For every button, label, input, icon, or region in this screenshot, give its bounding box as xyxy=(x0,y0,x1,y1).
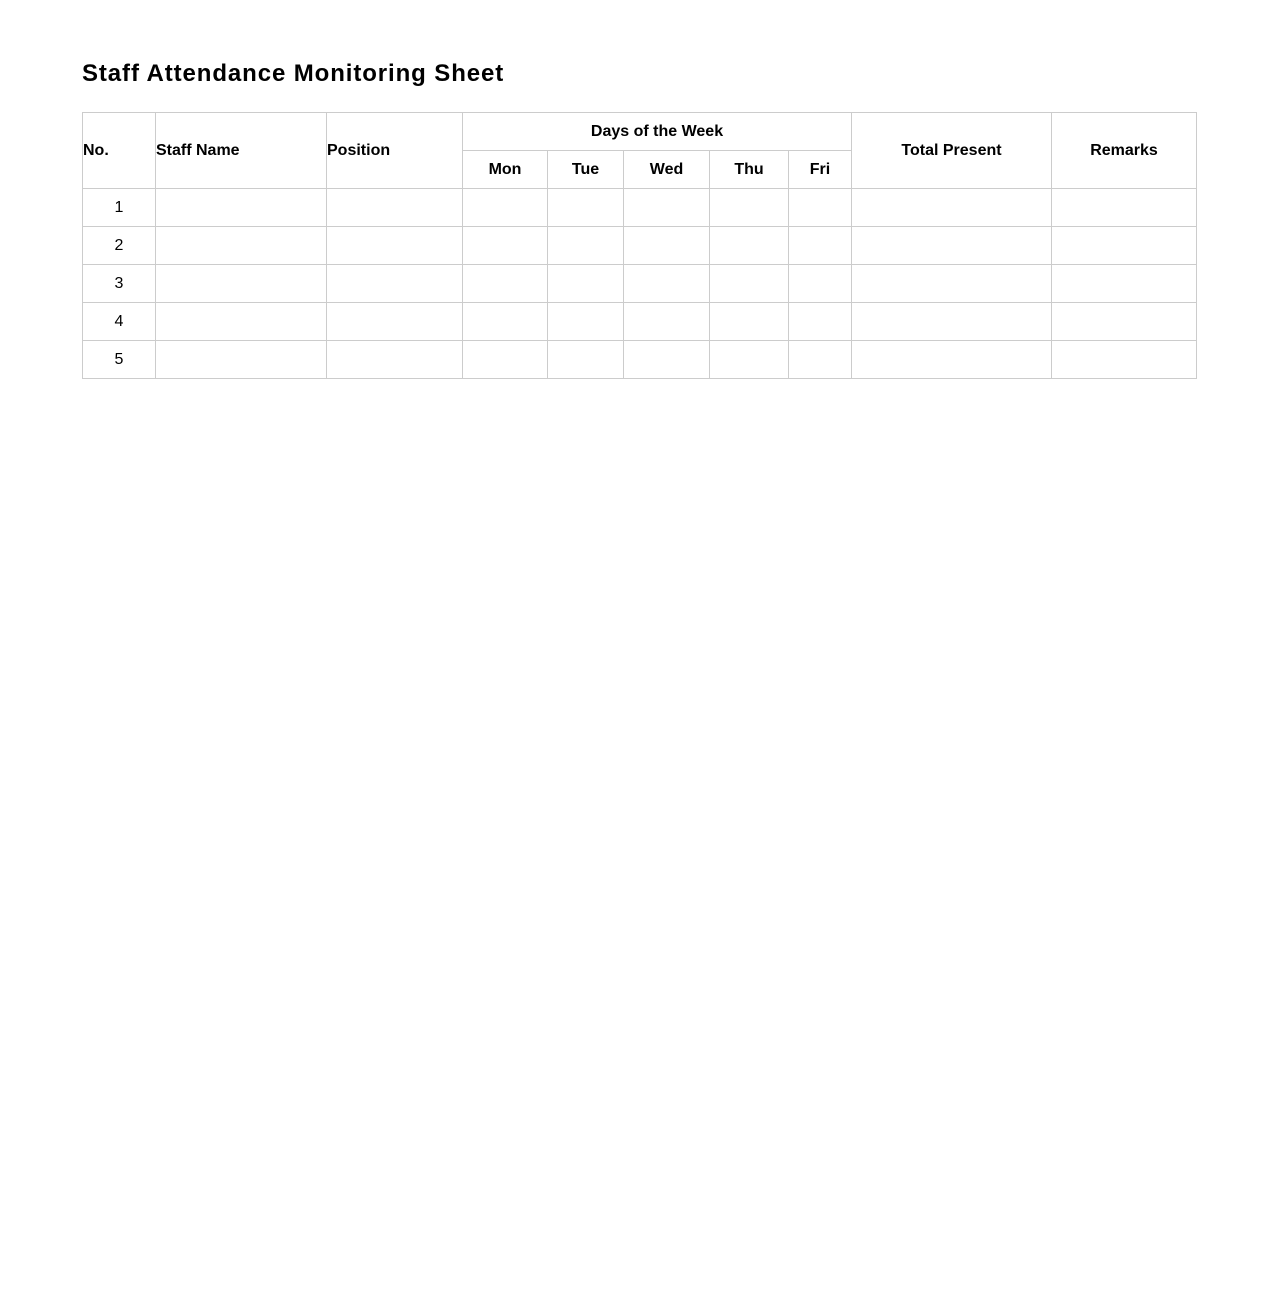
cell-fri[interactable] xyxy=(789,227,852,265)
table-row xyxy=(83,265,1197,303)
cell-fri[interactable] xyxy=(789,341,852,379)
cell-no: 1 xyxy=(83,189,156,227)
cell-remarks[interactable] xyxy=(1052,303,1197,341)
cell-fri[interactable] xyxy=(789,303,852,341)
header-staff-name: Staff Name xyxy=(156,113,327,189)
cell-tue[interactable] xyxy=(548,189,624,227)
header-remarks: Remarks xyxy=(1052,113,1197,189)
cell-wed[interactable] xyxy=(624,341,710,379)
header-position: Position xyxy=(327,113,463,189)
cell-fri[interactable] xyxy=(789,265,852,303)
cell-tue[interactable] xyxy=(548,227,624,265)
cell-staff-name[interactable] xyxy=(156,189,327,227)
cell-thu[interactable] xyxy=(710,189,789,227)
cell-position[interactable] xyxy=(327,341,463,379)
cell-mon[interactable] xyxy=(463,265,548,303)
table-row xyxy=(83,303,1197,341)
cell-tue[interactable] xyxy=(548,341,624,379)
cell-position[interactable] xyxy=(327,189,463,227)
header-tue: Tue xyxy=(548,151,624,189)
cell-position[interactable] xyxy=(327,265,463,303)
cell-position[interactable] xyxy=(327,227,463,265)
cell-total-present[interactable] xyxy=(852,303,1052,341)
cell-staff-name[interactable] xyxy=(156,341,327,379)
cell-thu[interactable] xyxy=(710,303,789,341)
cell-mon[interactable] xyxy=(463,189,548,227)
header-no: No. xyxy=(83,113,156,189)
cell-no: 3 xyxy=(83,265,156,303)
cell-thu[interactable] xyxy=(710,227,789,265)
attendance-table xyxy=(82,112,1197,379)
cell-mon[interactable] xyxy=(463,341,548,379)
table-row xyxy=(83,189,1197,227)
cell-wed[interactable] xyxy=(624,265,710,303)
cell-mon[interactable] xyxy=(463,227,548,265)
header-fri: Fri xyxy=(789,151,852,189)
table-row xyxy=(83,227,1197,265)
cell-wed[interactable] xyxy=(624,303,710,341)
cell-remarks[interactable] xyxy=(1052,189,1197,227)
header-mon: Mon xyxy=(463,151,548,189)
cell-thu[interactable] xyxy=(710,341,789,379)
cell-total-present[interactable] xyxy=(852,227,1052,265)
cell-staff-name[interactable] xyxy=(156,227,327,265)
header-days-of-week: Days of the Week xyxy=(463,113,852,151)
header-wed: Wed xyxy=(624,151,710,189)
cell-remarks[interactable] xyxy=(1052,265,1197,303)
table-header xyxy=(83,113,1197,189)
cell-remarks[interactable] xyxy=(1052,227,1197,265)
page-title: Staff Attendance Monitoring Sheet xyxy=(82,60,505,87)
cell-mon[interactable] xyxy=(463,303,548,341)
cell-fri[interactable] xyxy=(789,189,852,227)
cell-tue[interactable] xyxy=(548,303,624,341)
header-thu: Thu xyxy=(710,151,789,189)
header-total-present: Total Present xyxy=(852,113,1052,189)
cell-thu[interactable] xyxy=(710,265,789,303)
cell-position[interactable] xyxy=(327,303,463,341)
cell-total-present[interactable] xyxy=(852,341,1052,379)
cell-total-present[interactable] xyxy=(852,265,1052,303)
cell-no: 5 xyxy=(83,341,156,379)
table-body xyxy=(83,189,1197,379)
cell-staff-name[interactable] xyxy=(156,303,327,341)
cell-wed[interactable] xyxy=(624,189,710,227)
cell-wed[interactable] xyxy=(624,227,710,265)
cell-total-present[interactable] xyxy=(852,189,1052,227)
cell-no: 2 xyxy=(83,227,156,265)
cell-no: 4 xyxy=(83,303,156,341)
cell-staff-name[interactable] xyxy=(156,265,327,303)
table-row xyxy=(83,341,1197,379)
cell-tue[interactable] xyxy=(548,265,624,303)
cell-remarks[interactable] xyxy=(1052,341,1197,379)
